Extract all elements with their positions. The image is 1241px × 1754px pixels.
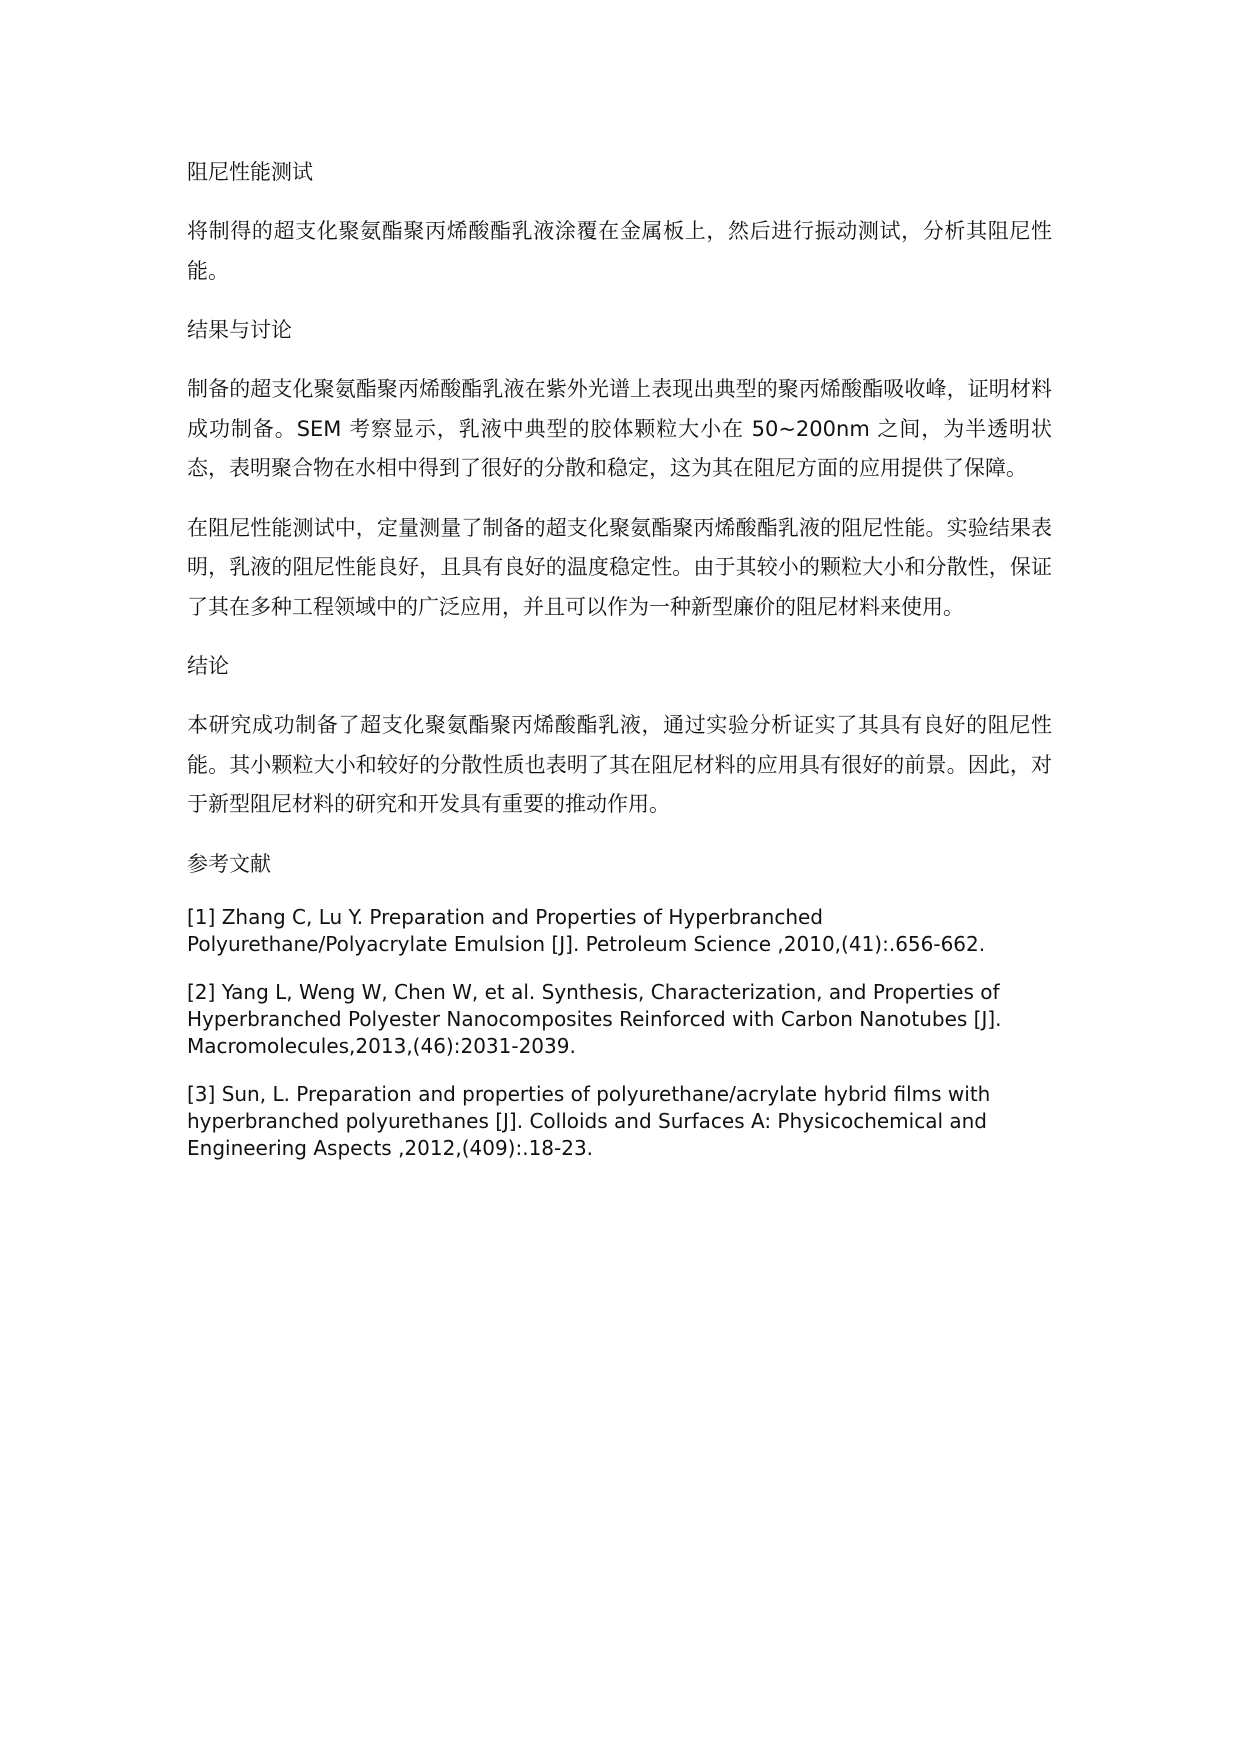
reference-item-1: [1] Zhang C, Lu Y. Preparation and Properties of Hyperbranched Polyurethane/Polyacrylate Emulsion [J]. Petroleum Science ,2010,(41):.656-662. bbox=[187, 904, 986, 956]
heading-references: 参考文献 bbox=[187, 851, 271, 876]
document-body bbox=[187, 153, 1052, 1183]
paragraph-damping-test: 将制得的超支化聚氨酯聚丙烯酸酯乳液涂覆在金属板上，然后进行振动测试，分析其阻尼性能。 bbox=[187, 219, 1052, 283]
paragraph-results-1: 制备的超支化聚氨酯聚丙烯酸酯乳液在紫外光谱上表现出典型的聚丙烯酸酯吸收峰，证明材料成功制备。SEM 考察显示，乳液中典型的胶体颗粒大小在 50~200nm 之间，为半透明状态，表明聚合物在水相中得到了很好的分散和稳定，这为其在阻尼方面的应用提供了保障。 bbox=[187, 377, 1052, 480]
reference-list bbox=[187, 904, 1052, 1162]
paragraph-conclusion: 本研究成功制备了超支化聚氨酯聚丙烯酸酯乳液，通过实验分析证实了其具有良好的阻尼性能。其小颗粒大小和较好的分散性质也表明了其在阻尼材料的应用具有很好的前景。因此，对于新型阻尼材料的研究和开发具有重要的推动作用。 bbox=[187, 713, 1052, 816]
heading-results-discussion: 结果与讨论 bbox=[187, 318, 292, 342]
heading-damping-test: 阻尼性能测试 bbox=[187, 160, 313, 184]
paragraph-results-2: 在阻尼性能测试中，定量测量了制备的超支化聚氨酯聚丙烯酸酯乳液的阻尼性能。实验结果表明，乳液的阻尼性能良好，且具有良好的温度稳定性。由于其较小的颗粒大小和分散性，保证了其在多种工程领域中的广泛应用，并且可以作为一种新型廉价的阻尼材料来使用。 bbox=[187, 515, 1052, 619]
reference-item-2: [2] Yang L, Weng W, Chen W, et al. Synthesis, Characterization, and Properties of Hyperbranched Polyester Nanocomposites Reinforced with Carbon Nanotubes [J]. Macromolecules,2013,(46):2031-2039. bbox=[187, 979, 1002, 1058]
heading-conclusion: 结论 bbox=[187, 654, 229, 678]
reference-item-3: [3] Sun, L. Preparation and properties of polyurethane/acrylate hybrid films with hyperbranched polyurethanes [J]. Colloids and Surfaces A: Physicochemical and Engineering Aspects ,2012,(409):.18-23. bbox=[187, 1081, 991, 1160]
